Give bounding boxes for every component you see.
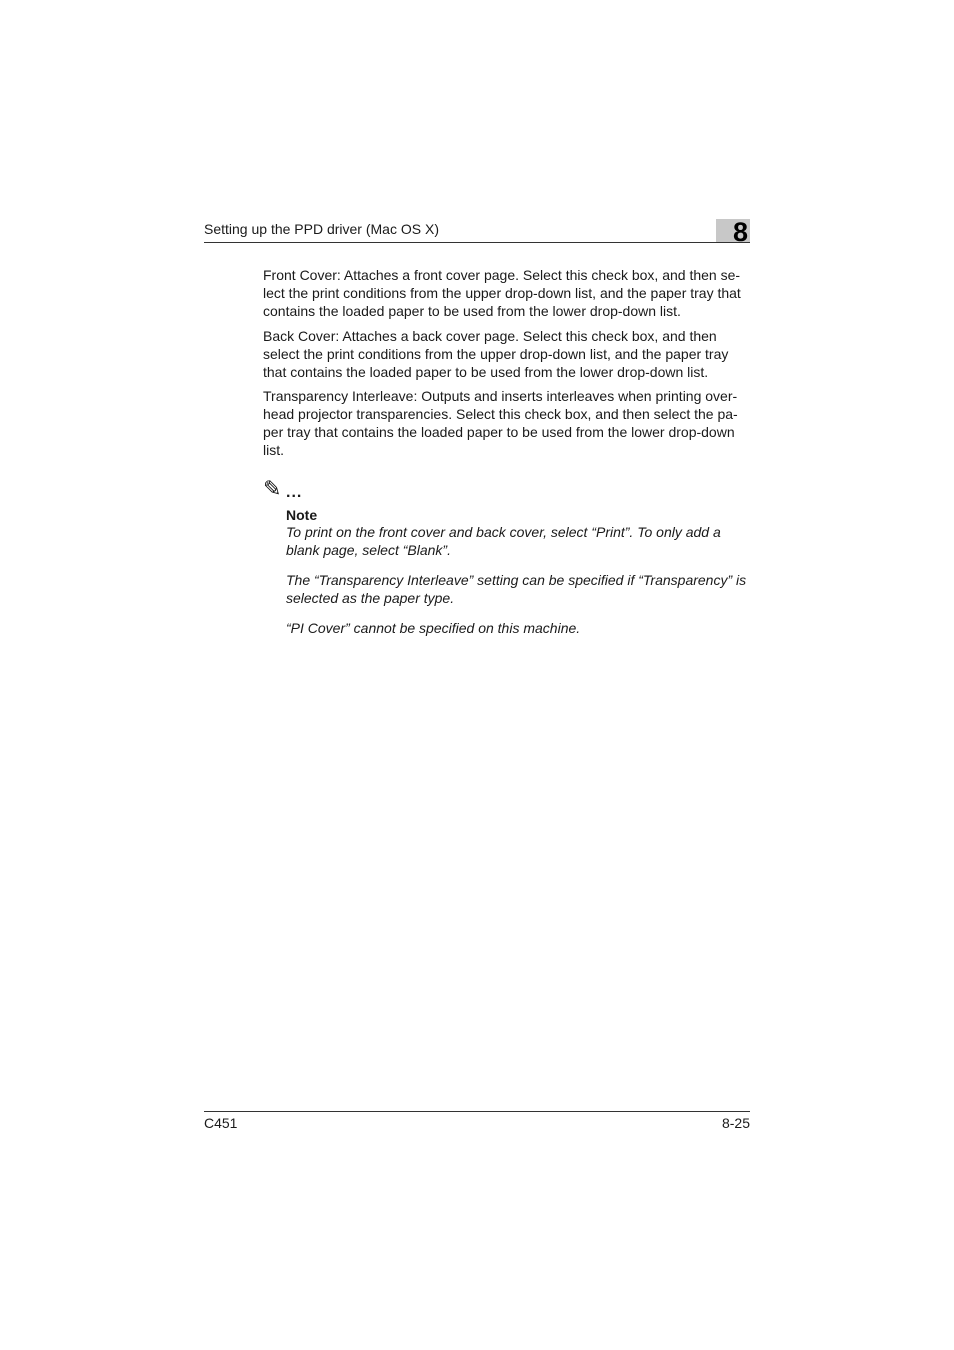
paragraph-back-cover: Back Cover: Attaches a back cover page. Select this check box, and then select the print conditions from the upper drop-down list, and the paper tray that contains the loaded paper to be used from the lower drop-down list. [263,328,729,380]
note-item-pi-cover: “PI Cover” cannot be specified on this machine. [286,620,581,636]
paragraph-transparency-interleave: Transparency Interleave: Outputs and inserts interleaves when printing over-head projector transparencies. Select this check box, and then select the pa-per tray that contains the loaded paper to be used from the lower drop-down list. [263,388,738,458]
note-label: Note [286,507,318,523]
note-dots: ... [286,484,303,501]
header-divider [204,242,750,243]
chapter-tab [716,217,750,247]
footer-page-number: 8-25 [721,1115,750,1131]
pencil-icon: ✎ [263,476,282,501]
chapter-number: 8 [732,217,748,247]
note-item-print-blank: To print on the front cover and back cover, select “Print”. To only add a blank page, select “Blank”. [286,524,721,558]
footer-divider [204,1111,750,1112]
note-item-transparency: The “Transparency Interleave” setting can be specified if “Transparency” is selected as the paper type. [286,572,747,606]
footer-model: C451 [204,1115,238,1131]
paragraph-front-cover: Front Cover: Attaches a front cover page. Select this check box, and then se-lect the print conditions from the upper drop-down list, and the paper tray that contains the loaded paper to be used from the lower drop-down list. [263,267,741,319]
page-header-title: Setting up the PPD driver (Mac OS X) [204,221,439,237]
